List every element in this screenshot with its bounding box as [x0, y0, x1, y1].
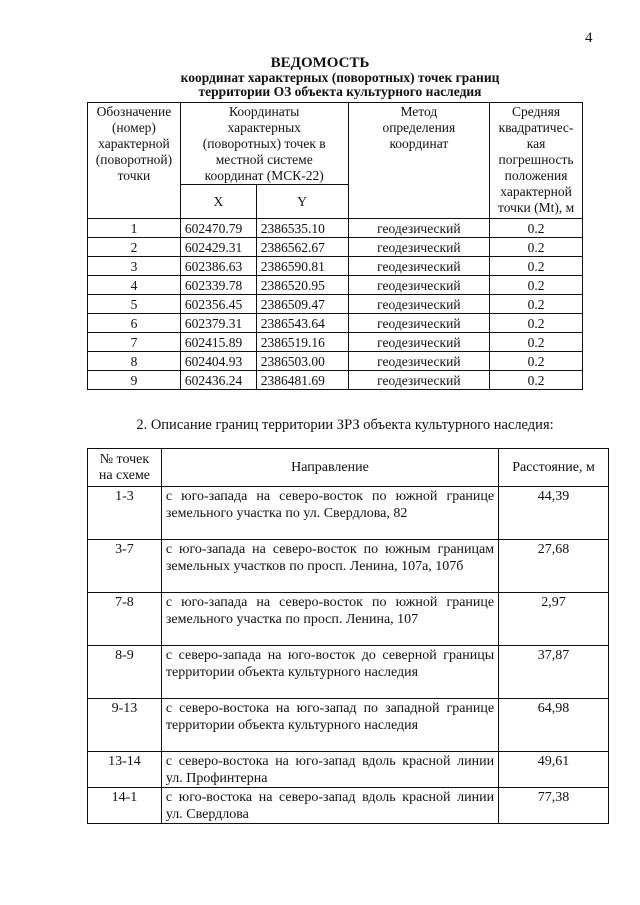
segment-direction: с юго-востока на северо-запад вдоль красной линии ул. Свердлова — [161, 788, 498, 824]
boundaries-table — [87, 448, 609, 824]
coordinates-table — [87, 102, 583, 390]
subtitle-line-2: территории ОЗ объекта культурного наследия — [198, 84, 482, 99]
coord-y: 2386520.95 — [256, 276, 348, 295]
coord-y: 2386535.10 — [256, 219, 348, 238]
table-row — [88, 295, 583, 314]
point-number: 3 — [88, 257, 181, 276]
point-number: 2 — [88, 238, 181, 257]
segment-direction: с юго-запада на северо-восток по южной границе земельного участка по ул. Свердлова, 82 — [161, 487, 498, 540]
header-direction: Направление — [161, 449, 498, 487]
segment-points: 9-13 — [88, 699, 162, 752]
coord-x: 602356.45 — [180, 295, 256, 314]
table-row — [88, 257, 583, 276]
error: 0.2 — [490, 219, 583, 238]
segment-points: 8-9 — [88, 646, 162, 699]
coord-x: 602415.89 — [180, 333, 256, 352]
section-2-heading: 2. Описание границ территории ЗРЗ объекта культурного наследия: — [136, 417, 554, 433]
header-mean-square-error: Средняя квадратичес- кая погрешность положения характерной точки (Mt), м — [490, 103, 583, 219]
table-row — [88, 371, 583, 390]
error: 0.2 — [490, 314, 583, 333]
coord-x: 602404.93 — [180, 352, 256, 371]
coord-x: 602436.24 — [180, 371, 256, 390]
method: геодезический — [348, 371, 490, 390]
coord-x: 602339.78 — [180, 276, 256, 295]
coord-x: 602429.31 — [180, 238, 256, 257]
point-number: 1 — [88, 219, 181, 238]
segment-points: 1-3 — [88, 487, 162, 540]
table-row — [88, 788, 609, 824]
table-row — [88, 646, 609, 699]
error: 0.2 — [490, 295, 583, 314]
subtitle-line-1: координат характерных (поворотных) точек границ — [180, 70, 500, 85]
segment-points: 7-8 — [88, 593, 162, 646]
method: геодезический — [348, 333, 490, 352]
error: 0.2 — [490, 238, 583, 257]
table-row — [88, 219, 583, 238]
coord-y: 2386562.67 — [256, 238, 348, 257]
document-subtitle — [0, 71, 640, 99]
error: 0.2 — [490, 276, 583, 295]
point-number: 8 — [88, 352, 181, 371]
header-distance: Расстояние, м — [499, 449, 609, 487]
method: геодезический — [348, 238, 490, 257]
coord-x: 602379.31 — [180, 314, 256, 333]
method: геодезический — [348, 295, 490, 314]
segment-distance: 49,61 — [499, 752, 609, 788]
segment-direction: с северо-запада на юго-восток до северной границы территории объекта культурного наследия — [161, 646, 498, 699]
coord-y: 2386481.69 — [256, 371, 348, 390]
document-title: ВЕДОМОСТЬ — [270, 55, 370, 71]
coord-y: 2386543.64 — [256, 314, 348, 333]
table-row — [88, 752, 609, 788]
point-number: 9 — [88, 371, 181, 390]
point-number: 5 — [88, 295, 181, 314]
coord-x: 602386.63 — [180, 257, 256, 276]
header-points: № точек на схеме — [88, 449, 162, 487]
table-row — [88, 276, 583, 295]
segment-distance: 77,38 — [499, 788, 609, 824]
method: геодезический — [348, 219, 490, 238]
segment-points: 14-1 — [88, 788, 162, 824]
segment-direction: с северо-востока на юго-запад вдоль красной линии ул. Профинтерна — [161, 752, 498, 788]
coord-y: 2386519.16 — [256, 333, 348, 352]
point-number: 4 — [88, 276, 181, 295]
coord-y: 2386509.47 — [256, 295, 348, 314]
header-x: X — [180, 185, 256, 219]
table-row — [88, 540, 609, 593]
page-number: 4 — [585, 30, 593, 46]
coord-y: 2386503.00 — [256, 352, 348, 371]
header-y: Y — [256, 185, 348, 219]
segment-distance: 44,39 — [499, 487, 609, 540]
segment-direction: с юго-запада на северо-восток по южной границе земельного участка по просп. Ленина, 107 — [161, 593, 498, 646]
error: 0.2 — [490, 333, 583, 352]
point-number: 6 — [88, 314, 181, 333]
header-point-designation: Обозначение (номер) характерной (поворотной) точки — [88, 103, 181, 219]
method: геодезический — [348, 314, 490, 333]
table-row — [88, 699, 609, 752]
segment-distance: 27,68 — [499, 540, 609, 593]
segment-distance: 37,87 — [499, 646, 609, 699]
segment-points: 3-7 — [88, 540, 162, 593]
header-coordinates: Координаты характерных (поворотных) точек в местной системе координат (МСК-22) — [180, 103, 348, 185]
table-row — [88, 238, 583, 257]
table-row — [88, 593, 609, 646]
coord-x: 602470.79 — [180, 219, 256, 238]
error: 0.2 — [490, 257, 583, 276]
point-number: 7 — [88, 333, 181, 352]
coord-y: 2386590.81 — [256, 257, 348, 276]
table-row — [88, 487, 609, 540]
error: 0.2 — [490, 352, 583, 371]
method: геодезический — [348, 352, 490, 371]
error: 0.2 — [490, 371, 583, 390]
segment-direction: с северо-востока на юго-запад по западной границе территории объекта культурного наследия — [161, 699, 498, 752]
table-row — [88, 352, 583, 371]
table-row — [88, 314, 583, 333]
method: геодезический — [348, 276, 490, 295]
segment-distance: 64,98 — [499, 699, 609, 752]
table-row — [88, 333, 583, 352]
header-method: Метод определения координат — [348, 103, 490, 219]
method: геодезический — [348, 257, 490, 276]
segment-direction: с юго-запада на северо-восток по южным границам земельных участков по просп. Ленина, 107а, 107б — [161, 540, 498, 593]
segment-distance: 2,97 — [499, 593, 609, 646]
segment-points: 13-14 — [88, 752, 162, 788]
